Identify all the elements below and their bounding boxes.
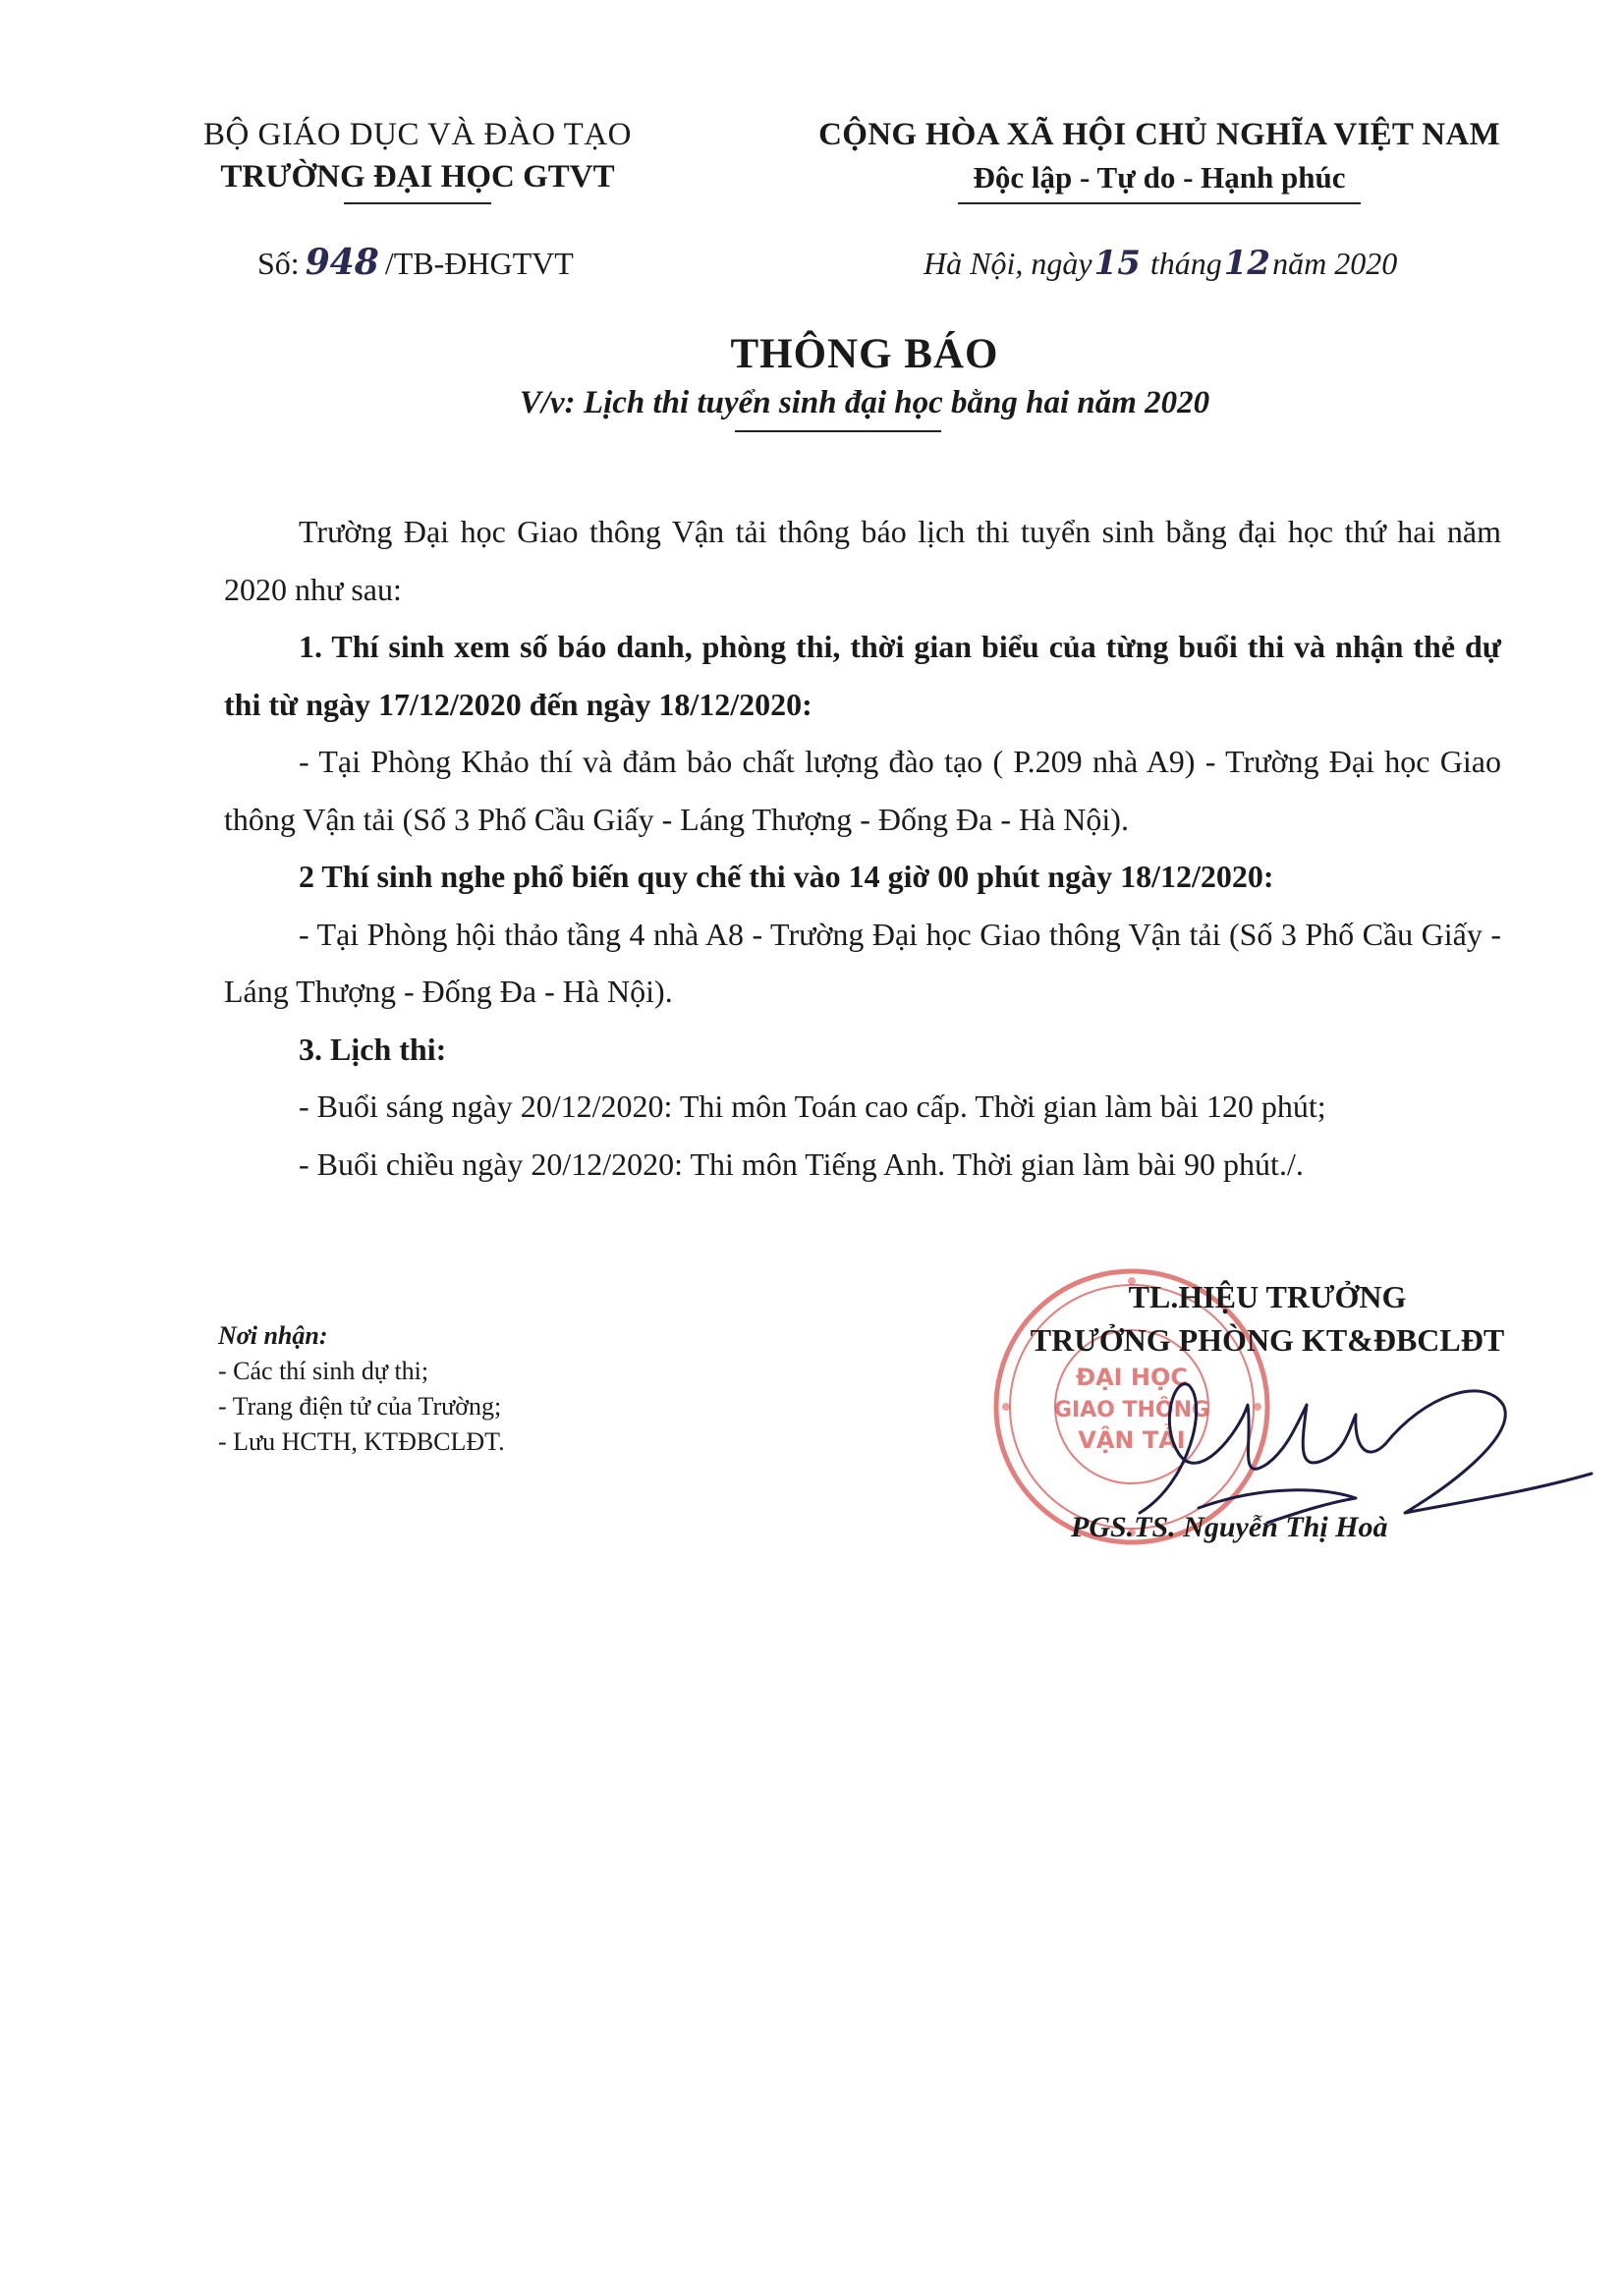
stamp-line-1: ĐẠI HỌC [1075, 1364, 1189, 1391]
signature-role [992, 1275, 1542, 1362]
date-month-handwritten: 12 [1223, 244, 1271, 283]
section-3-item-2: - Buổi chiều ngày 20/12/2020: Thi môn Tiếng Anh. Thời gian làm bài 90 phút./. [299, 1145, 1304, 1182]
recipient-item: - Lưu HCTH, KTĐBCLĐT. [218, 1427, 505, 1456]
doc-number-handwritten: 948 [305, 242, 379, 283]
section-3-item-1: - Buổi sáng ngày 20/12/2020: Thi môn Toán cao cấp. Thời gian làm bài 120 phút; [299, 1088, 1326, 1124]
date-line [924, 244, 1397, 283]
document-title: THÔNG BÁO [730, 331, 999, 377]
date-day-handwritten: 15 [1093, 244, 1141, 283]
ministry-name: BỘ GIÁO DỤC VÀ ĐÀO TẠO [202, 117, 633, 152]
section-3-heading: 3. Lịch thi: [299, 1031, 447, 1067]
doc-number-prefix: Số: [257, 246, 300, 281]
recipient-item: - Các thí sinh dự thi; [218, 1357, 429, 1385]
recipient-item: - Trang điện tử của Trường; [218, 1392, 502, 1421]
recipients-title: Nơi nhận: [218, 1321, 328, 1350]
section-2-text: - Tại Phòng hội thảo tầng 4 nhà A8 - Trường Đại học Giao thông Vận tải (Số 3 Phố Cầu Giấy - Láng Thượng - Đống Đa - Hà Nội). [224, 916, 1501, 1009]
header-left [157, 114, 678, 204]
date-month-label: tháng [1149, 246, 1222, 281]
header-left-underline [344, 202, 491, 204]
subtitle-underline [735, 430, 941, 432]
stamp-line-2: GIAO THÔNG [1053, 1398, 1210, 1422]
signer-name: PGS.TS. Nguyễn Thị Hoà [1071, 1511, 1388, 1543]
recipients-block [218, 1318, 505, 1460]
signature-role-line-1: TL.HIỆU TRƯỞNG [1128, 1279, 1407, 1314]
stamp-line-3: VẬN TẢI [1078, 1426, 1186, 1454]
header-right [786, 114, 1533, 204]
republic-name: CỘNG HÒA XÃ HỘI CHỦ NGHĨA VIỆT NAM [818, 117, 1500, 152]
signature-role-line-2: TRƯỞNG PHÒNG KT&ĐBCLĐT [1030, 1322, 1505, 1358]
doc-number-suffix: /TB-ĐHGTVT [384, 246, 574, 281]
section-1-heading: 1. Thí sinh xem số báo danh, phòng thi, thời gian biểu của từng buổi thi và nhận thẻ dự thi từ ngày 17/12/2020 đến ngày 18/12/2020: [224, 629, 1501, 722]
university-name: TRƯỜNG ĐẠI HỌC GTVT [220, 159, 615, 195]
intro-paragraph: Trường Đại học Giao thông Vận tải thông báo lịch thi tuyển sinh bằng đại học thứ hai năm 2020 như sau: [224, 514, 1501, 607]
section-2-heading: 2 Thí sinh nghe phổ biến quy chế thi vào 14 giờ 00 phút ngày 18/12/2020: [299, 859, 1274, 894]
date-year: năm 2020 [1272, 246, 1398, 281]
national-motto: Độc lập - Tự do - Hạnh phúc [973, 160, 1346, 195]
document-subtitle: V/v: Lịch thi tuyển sinh đại học bằng hai năm 2020 [519, 385, 1210, 420]
section-1-text: - Tại Phòng Khảo thí và đảm bảo chất lượng đào tạo ( P.209 nhà A9) - Trường Đại học Giao thông Vận tải (Số 3 Phố Cầu Giấy - Láng Thượng - Đống Đa - Hà Nội). [224, 744, 1501, 837]
document-number [257, 242, 574, 283]
handwritten-signature-icon [1130, 1366, 1601, 1542]
document-body [224, 503, 1501, 1193]
header-right-underline [958, 202, 1361, 204]
date-place: Hà Nội, ngày [924, 246, 1092, 281]
